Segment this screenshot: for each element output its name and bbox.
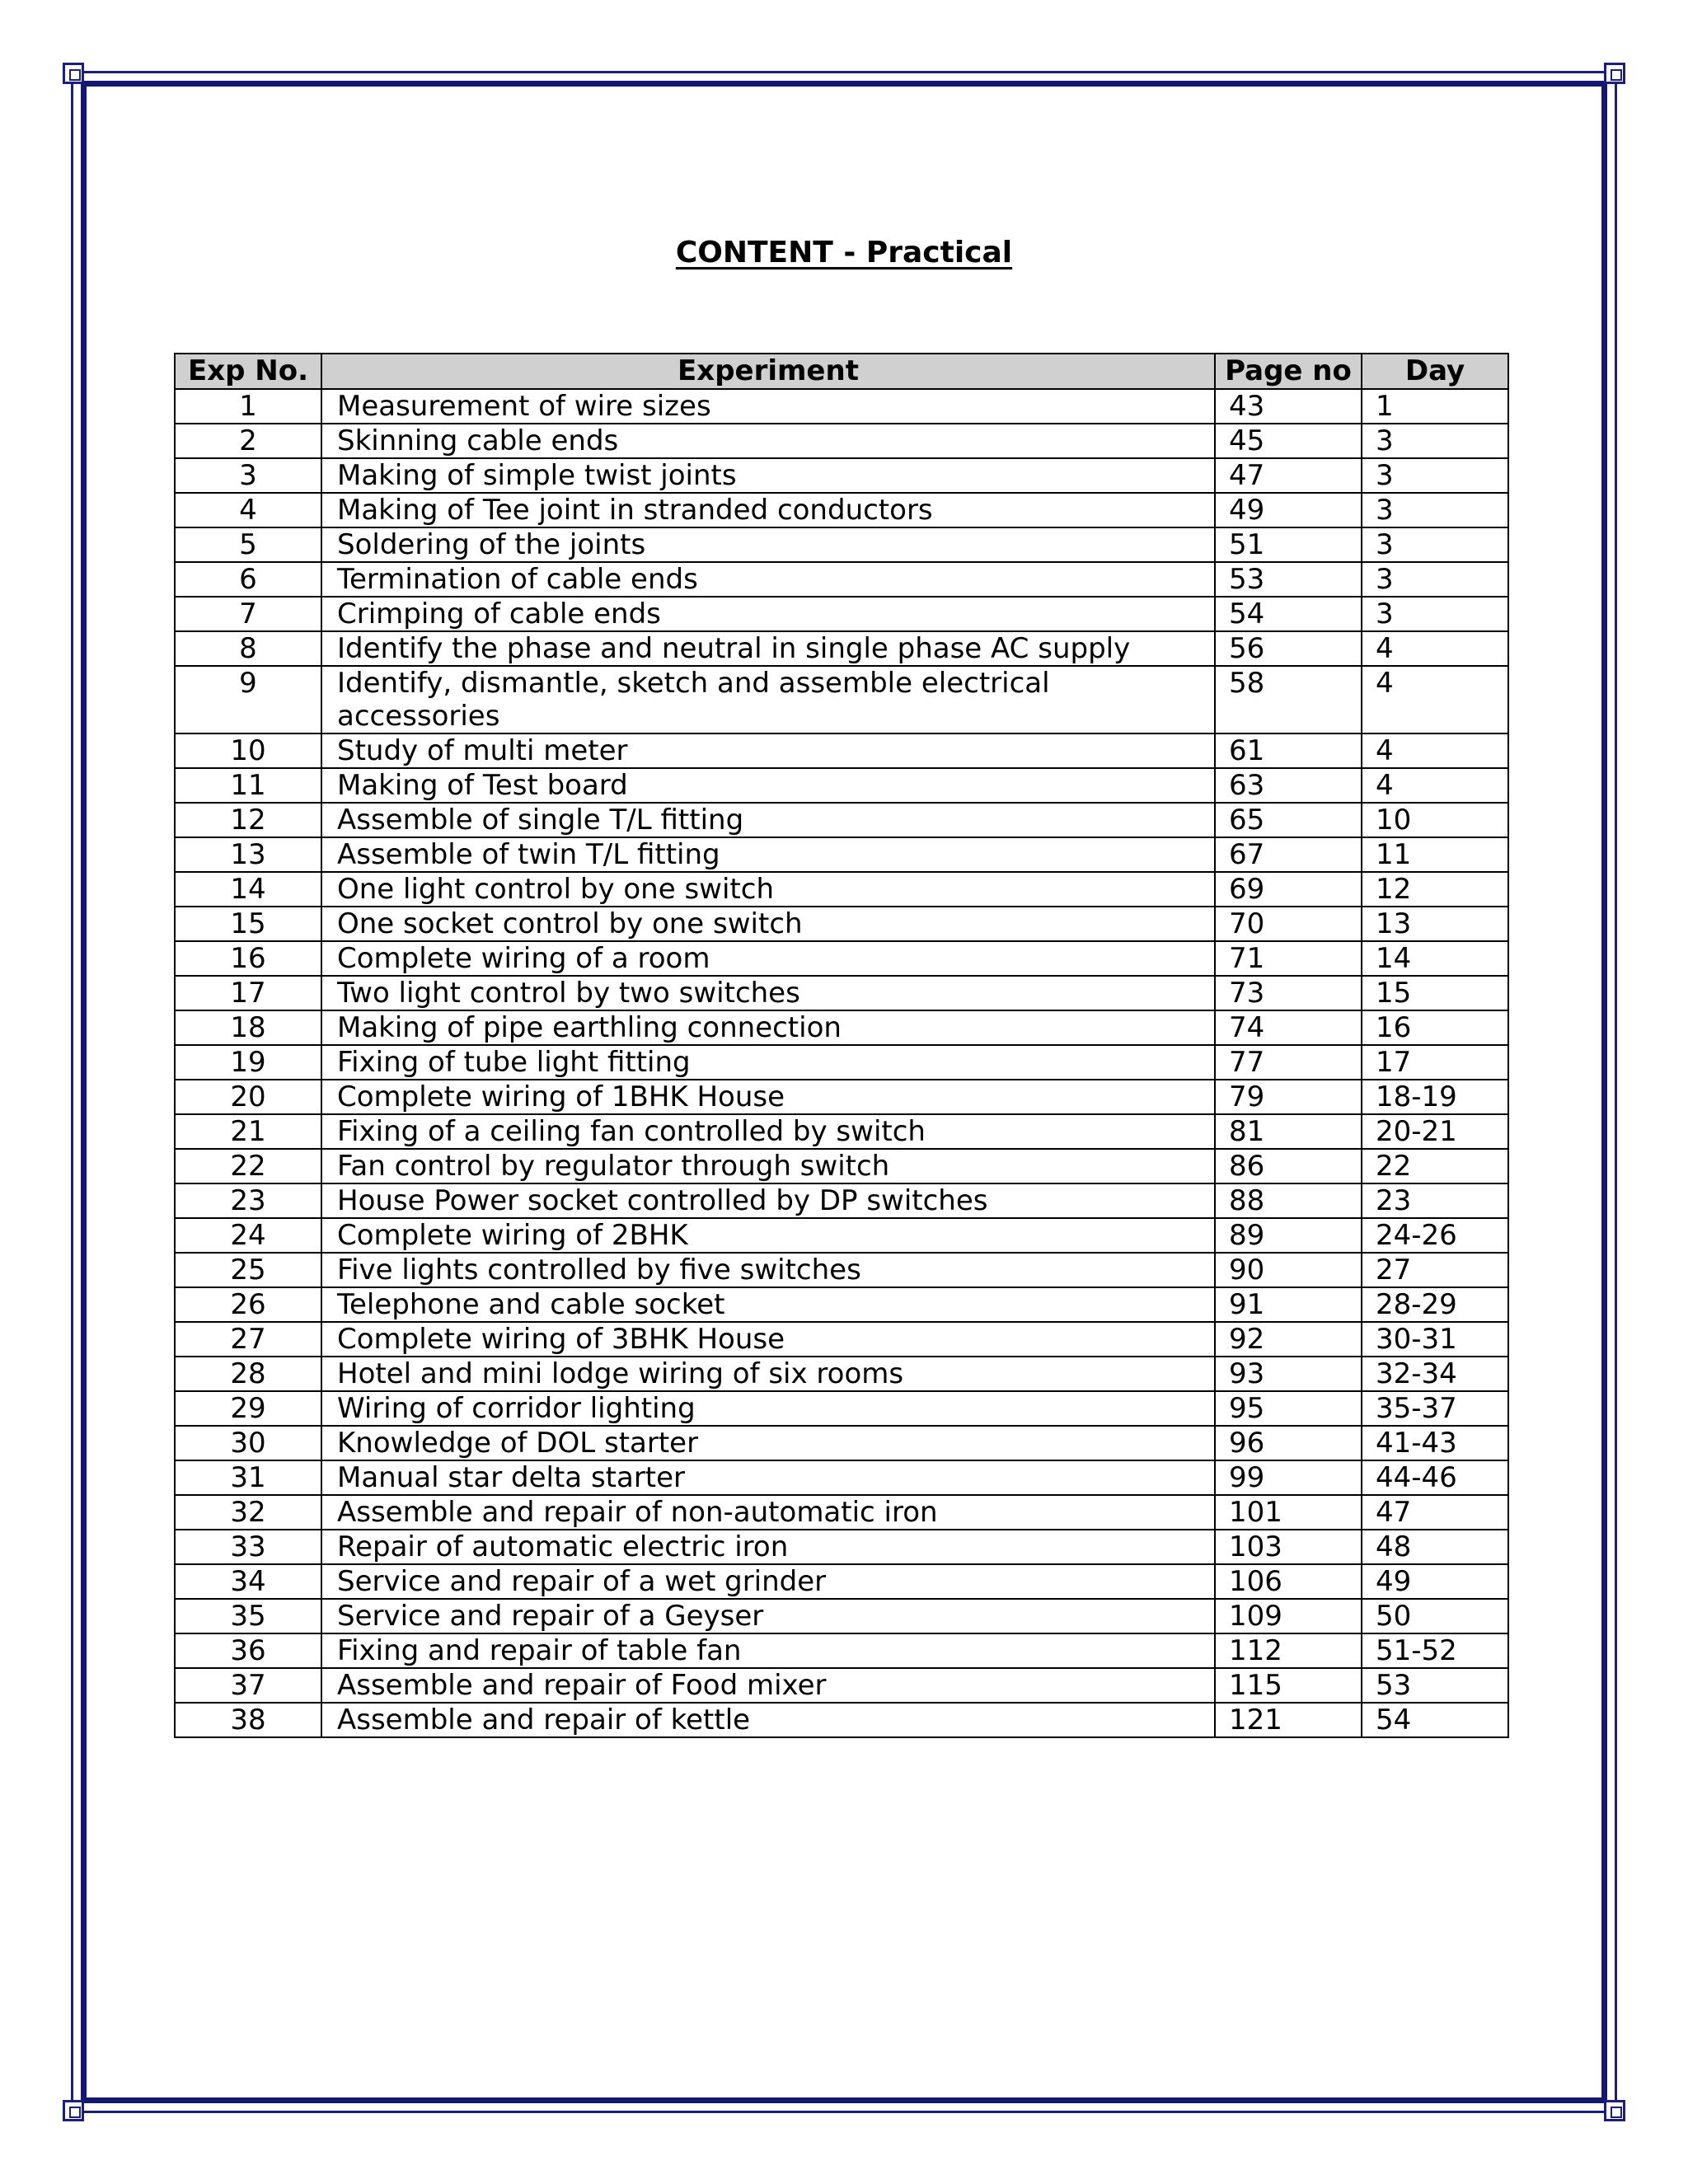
day-value: 22 [1362,1149,1508,1183]
page-number: 91 [1215,1287,1362,1322]
experiment-name: Telephone and cable socket [321,1287,1215,1322]
exp-number: 15 [175,907,321,941]
experiment-name: Complete wiring of a room [321,941,1215,976]
page-number: 54 [1215,597,1362,631]
table-row [175,458,1508,493]
page-number: 47 [1215,458,1362,493]
table-row [175,1460,1508,1495]
border-corner-top-right [1604,63,1625,84]
exp-number: 21 [175,1114,321,1149]
experiment-name: Crimping of cable ends [321,597,1215,631]
table-row [175,1218,1508,1253]
exp-number: 10 [175,733,321,768]
experiment-name: Repair of automatic electric iron [321,1530,1215,1564]
day-value: 4 [1362,666,1508,733]
table-row [175,1599,1508,1633]
page-number: 69 [1215,872,1362,907]
table-row [175,803,1508,837]
day-value: 17 [1362,1045,1508,1080]
table-row [175,1045,1508,1080]
exp-number: 12 [175,803,321,837]
day-value: 20-21 [1362,1114,1508,1149]
day-value: 53 [1362,1668,1508,1703]
page-number: 109 [1215,1599,1362,1633]
border-corner-top-left [63,63,84,84]
page-number: 79 [1215,1080,1362,1114]
page-number: 58 [1215,666,1362,733]
experiment-name: Complete wiring of 1BHK House [321,1080,1215,1114]
page-number: 93 [1215,1357,1362,1391]
page-number: 121 [1215,1703,1362,1737]
day-value: 51-52 [1362,1633,1508,1668]
exp-number: 18 [175,1010,321,1045]
day-value: 44-46 [1362,1460,1508,1495]
experiment-name: Termination of cable ends [321,562,1215,597]
day-value: 24-26 [1362,1218,1508,1253]
experiment-name: Service and repair of a Geyser [321,1599,1215,1633]
table-row [175,837,1508,872]
day-value: 54 [1362,1703,1508,1737]
page-number: 53 [1215,562,1362,597]
exp-number: 28 [175,1357,321,1391]
exp-number: 1 [175,389,321,424]
day-value: 49 [1362,1564,1508,1599]
experiment-name: Service and repair of a wet grinder [321,1564,1215,1599]
page-number: 43 [1215,389,1362,424]
header-day: Day [1362,354,1508,389]
table-row [175,493,1508,527]
exp-number: 20 [175,1080,321,1114]
day-value: 3 [1362,597,1508,631]
table-row [175,733,1508,768]
table-row [175,666,1508,733]
page-number: 81 [1215,1114,1362,1149]
exp-number: 24 [175,1218,321,1253]
exp-number: 19 [175,1045,321,1080]
table-row [175,872,1508,907]
border-corner-bottom-right [1604,2100,1625,2121]
table-row [175,1633,1508,1668]
table-row [175,1530,1508,1564]
experiment-name: Fan control by regulator through switch [321,1149,1215,1183]
exp-number: 5 [175,527,321,562]
experiment-name: Skinning cable ends [321,424,1215,458]
day-value: 50 [1362,1599,1508,1633]
experiment-name: Assemble of twin T/L fitting [321,837,1215,872]
table-row [175,1426,1508,1460]
exp-number: 37 [175,1668,321,1703]
experiment-name: House Power socket controlled by DP switches [321,1183,1215,1218]
page-number: 92 [1215,1322,1362,1357]
table-row [175,1668,1508,1703]
experiment-name: Five lights controlled by five switches [321,1253,1215,1287]
page-number: 73 [1215,976,1362,1010]
experiment-name: Soldering of the joints [321,527,1215,562]
day-value: 3 [1362,458,1508,493]
table-row [175,1080,1508,1114]
page-number: 51 [1215,527,1362,562]
table-row [175,1391,1508,1426]
page-number: 90 [1215,1253,1362,1287]
experiment-name: Fixing of tube light fitting [321,1045,1215,1080]
page-number: 74 [1215,1010,1362,1045]
experiment-name: Complete wiring of 2BHK [321,1218,1215,1253]
table-row [175,562,1508,597]
page-number: 77 [1215,1045,1362,1080]
exp-number: 23 [175,1183,321,1218]
page-number: 89 [1215,1218,1362,1253]
exp-number: 13 [175,837,321,872]
page-number: 101 [1215,1495,1362,1530]
day-value: 18-19 [1362,1080,1508,1114]
day-value: 47 [1362,1495,1508,1530]
table-row [175,1149,1508,1183]
table-row [175,1183,1508,1218]
experiment-name: Assemble and repair of kettle [321,1703,1215,1737]
page-number: 70 [1215,907,1362,941]
table-row [175,1010,1508,1045]
exp-number: 9 [175,666,321,733]
exp-number: 2 [175,424,321,458]
day-value: 4 [1362,631,1508,666]
experiment-name: Fixing of a ceiling fan controlled by switch [321,1114,1215,1149]
experiment-name: Measurement of wire sizes [321,389,1215,424]
experiment-name: Knowledge of DOL starter [321,1426,1215,1460]
experiment-name: Manual star delta starter [321,1460,1215,1495]
day-value: 14 [1362,941,1508,976]
exp-number: 14 [175,872,321,907]
experiment-name: Assemble and repair of non-automatic iron [321,1495,1215,1530]
experiment-name: Identify the phase and neutral in single phase AC supply [321,631,1215,666]
experiment-name: Making of Test board [321,768,1215,803]
page-number: 112 [1215,1633,1362,1668]
experiment-name: One socket control by one switch [321,907,1215,941]
exp-number: 33 [175,1530,321,1564]
table-row [175,1564,1508,1599]
page-number: 71 [1215,941,1362,976]
table-row [175,527,1508,562]
exp-number: 16 [175,941,321,976]
experiment-name: Assemble of single T/L fitting [321,803,1215,837]
experiment-name: Wiring of corridor lighting [321,1391,1215,1426]
exp-number: 36 [175,1633,321,1668]
page-number: 96 [1215,1426,1362,1460]
day-value: 23 [1362,1183,1508,1218]
day-value: 27 [1362,1253,1508,1287]
day-value: 48 [1362,1530,1508,1564]
experiment-name: One light control by one switch [321,872,1215,907]
day-value: 15 [1362,976,1508,1010]
page-number: 45 [1215,424,1362,458]
exp-number: 29 [175,1391,321,1426]
table-row [175,1357,1508,1391]
table-row [175,768,1508,803]
day-value: 4 [1362,733,1508,768]
day-value: 12 [1362,872,1508,907]
day-value: 16 [1362,1010,1508,1045]
table-row [175,907,1508,941]
exp-number: 17 [175,976,321,1010]
page-number: 95 [1215,1391,1362,1426]
page-number: 63 [1215,768,1362,803]
day-value: 32-34 [1362,1357,1508,1391]
experiment-name: Complete wiring of 3BHK House [321,1322,1215,1357]
table-row [175,1253,1508,1287]
day-value: 3 [1362,527,1508,562]
exp-number: 31 [175,1460,321,1495]
day-value: 11 [1362,837,1508,872]
exp-number: 22 [175,1149,321,1183]
table-row [175,1114,1508,1149]
page-number: 99 [1215,1460,1362,1495]
page-number: 86 [1215,1149,1362,1183]
page-number: 103 [1215,1530,1362,1564]
table-row [175,1287,1508,1322]
exp-number: 6 [175,562,321,597]
experiment-name: Making of simple twist joints [321,458,1215,493]
contents-table [174,353,1509,1738]
exp-number: 7 [175,597,321,631]
table-row [175,597,1508,631]
experiment-name: Hotel and mini lodge wiring of six rooms [321,1357,1215,1391]
page-number: 65 [1215,803,1362,837]
experiment-name: Assemble and repair of Food mixer [321,1668,1215,1703]
day-value: 10 [1362,803,1508,837]
experiment-name: Making of Tee joint in stranded conductors [321,493,1215,527]
day-value: 41-43 [1362,1426,1508,1460]
exp-number: 25 [175,1253,321,1287]
day-value: 28-29 [1362,1287,1508,1322]
header-page-no: Page no [1215,354,1362,389]
table-row [175,424,1508,458]
header-exp-no: Exp No. [175,354,321,389]
page-number: 88 [1215,1183,1362,1218]
day-value: 1 [1362,389,1508,424]
table-row [175,1322,1508,1357]
exp-number: 26 [175,1287,321,1322]
page-number: 61 [1215,733,1362,768]
page-number: 56 [1215,631,1362,666]
table-row [175,631,1508,666]
table-row [175,1703,1508,1737]
experiment-name: Making of pipe earthling connection [321,1010,1215,1045]
day-value: 3 [1362,493,1508,527]
exp-number: 4 [175,493,321,527]
page-title: CONTENT - Practical [675,236,1013,269]
day-value: 35-37 [1362,1391,1508,1426]
exp-number: 3 [175,458,321,493]
table-header-row [175,354,1508,389]
header-experiment: Experiment [321,354,1215,389]
exp-number: 27 [175,1322,321,1357]
table-body [175,389,1508,1737]
exp-number: 32 [175,1495,321,1530]
exp-number: 38 [175,1703,321,1737]
day-value: 3 [1362,562,1508,597]
day-value: 3 [1362,424,1508,458]
experiment-name: Study of multi meter [321,733,1215,768]
exp-number: 30 [175,1426,321,1460]
day-value: 30-31 [1362,1322,1508,1357]
page-number: 106 [1215,1564,1362,1599]
table-row [175,1495,1508,1530]
page-number: 67 [1215,837,1362,872]
table-row [175,976,1508,1010]
border-corner-bottom-left [63,2100,84,2121]
day-value: 13 [1362,907,1508,941]
table-row [175,941,1508,976]
exp-number: 35 [175,1599,321,1633]
page-number: 115 [1215,1668,1362,1703]
experiment-name: Fixing and repair of table fan [321,1633,1215,1668]
page-number: 49 [1215,493,1362,527]
experiment-name: Two light control by two switches [321,976,1215,1010]
day-value: 4 [1362,768,1508,803]
exp-number: 8 [175,631,321,666]
table-row [175,389,1508,424]
exp-number: 34 [175,1564,321,1599]
exp-number: 11 [175,768,321,803]
experiment-name: Identify, dismantle, sketch and assemble electrical accessories [321,666,1215,733]
